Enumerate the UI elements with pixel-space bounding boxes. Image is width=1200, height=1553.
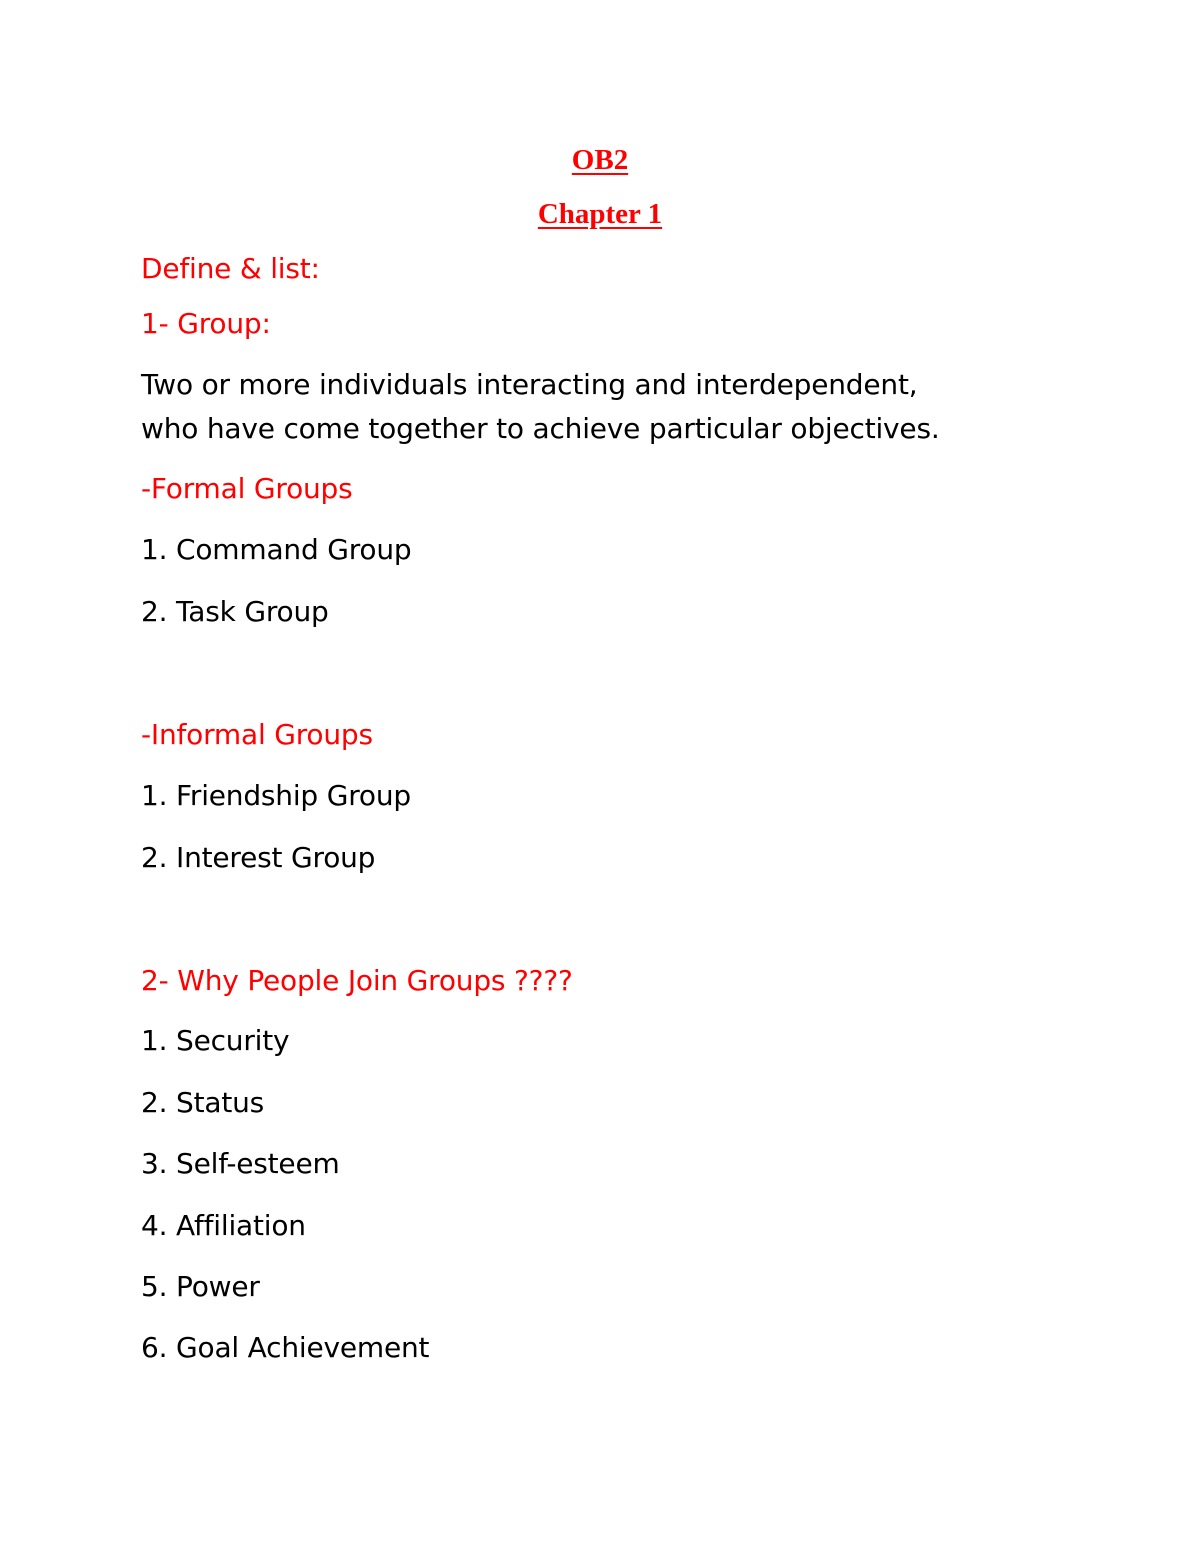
informal-groups-heading: -Informal Groups (141, 718, 373, 751)
group-heading: 1- Group: (141, 307, 271, 340)
group-definition-line-2: who have come together to achieve particular objectives. (141, 412, 940, 445)
define-list-heading: Define & list: (141, 252, 320, 285)
why-join-item: 6. Goal Achievement (141, 1331, 430, 1364)
why-join-item: 5. Power (141, 1270, 260, 1303)
why-join-heading: 2- Why People Join Groups ???? (141, 964, 573, 997)
formal-group-item: 2. Task Group (141, 595, 329, 628)
why-join-item: 1. Security (141, 1024, 290, 1057)
why-join-item: 4. Affiliation (141, 1209, 306, 1242)
group-definition-line-1: Two or more individuals interacting and interdependent, (141, 368, 918, 401)
why-join-item: 2. Status (141, 1086, 265, 1119)
formal-groups-heading: -Formal Groups (141, 472, 353, 505)
chapter-title: Chapter 1 (537, 198, 663, 230)
formal-group-item: 1. Command Group (141, 533, 412, 566)
why-join-item: 3. Self-esteem (141, 1147, 340, 1180)
informal-group-item: 1. Friendship Group (141, 779, 411, 812)
informal-group-item: 2. Interest Group (141, 841, 376, 874)
document-title: OB2 (571, 144, 629, 176)
